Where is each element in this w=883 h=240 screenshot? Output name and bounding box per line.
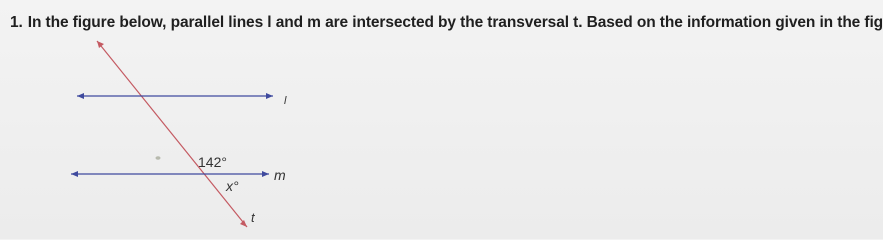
- transversal-bottom-arrowhead: [240, 220, 247, 227]
- line-m-label: m: [274, 167, 286, 183]
- small-pencil-mark: [156, 156, 161, 159]
- angle-x-label: x°: [226, 178, 239, 194]
- line-l-left-arrowhead: [77, 93, 84, 99]
- transversal-top-arrowhead: [97, 41, 104, 48]
- transversal-line-t: [97, 41, 247, 227]
- question-prompt: In the figure below, parallel lines l and m are intersected by the transversal t. Based on the information given in the fig: [27, 14, 883, 31]
- question-number: 1.: [10, 14, 23, 31]
- transversal-label: t: [251, 210, 255, 225]
- line-l-label: l: [284, 95, 287, 107]
- line-m-right-arrowhead: [262, 171, 269, 177]
- angle-142-label: 142°: [198, 154, 227, 170]
- line-l-right-arrowhead: [266, 93, 273, 99]
- line-m-left-arrowhead: [71, 171, 78, 177]
